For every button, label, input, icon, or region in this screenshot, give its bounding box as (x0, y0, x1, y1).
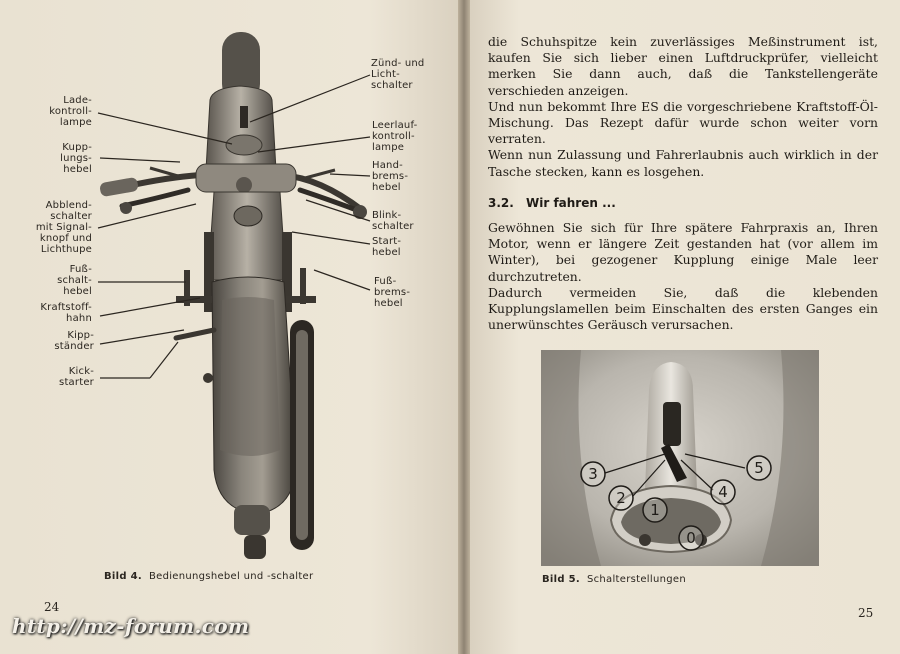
photo-number: 3 (588, 465, 598, 483)
label-zuend-und-lichtschalter: Zünd- und Licht- schalter (371, 58, 425, 91)
figure-caption-bild-5 (542, 574, 686, 585)
paragraph: Dadurch vermeiden Sie, daß die klebenden Kupplungslamellen beim Einschalten des ersten Ganges ein unerwünschtes Geräusch verursachen. (488, 284, 878, 333)
section-title: Wir fahren ... (526, 196, 616, 210)
label-leerlaufkontrolllampe: Leerlauf- kontroll- lampe (372, 120, 418, 153)
switch-positions-photo (541, 350, 819, 566)
label-handbremshebel: Hand- brems- hebel (372, 160, 409, 193)
label-kupplungshebel: Kupp- lungs- hebel (60, 142, 92, 175)
section-number: 3.2. (488, 196, 514, 210)
paragraph: Gewöhnen Sie sich für Ihre spätere Fahrpraxis an, Ihren Motor, wenn er längere Zeit gestanden hat (vor allem im Winter), bei gezogener Kupplung einige Male leer durchzutreten. (488, 220, 878, 284)
page-number-left: 24 (44, 600, 60, 614)
caption-text: Schalterstellungen (586, 574, 686, 585)
label-abblendschalter: Abblend- schalter mit Signal- knopf und Lichthupe (35, 200, 92, 255)
photo-number: 5 (754, 459, 764, 477)
figure-caption-bild-4 (104, 571, 313, 582)
paragraph: Und nun bekommt Ihre ES die vorgeschriebene Kraftstoff-Öl-Mischung. Das Rezept dafür wurde schon weiter vorn verraten. (488, 98, 878, 147)
label-starthebel: Start- hebel (372, 236, 402, 258)
paragraph: die Schuhspitze kein zuverlässiges Meßinstrument ist, kaufen Sie sich lieber einen Luftdruckprüfer, vielleicht merken Sie dann auch, daß die Tankstellengeräte verschieden anzeigen. (488, 34, 878, 98)
forum-watermark: http://mz-forum.com (12, 614, 250, 638)
label-kickstarter: Kick- starter (59, 366, 94, 388)
label-fussschalthebel: Fuß- schalt- hebel (57, 264, 92, 297)
photo-number: 1 (650, 501, 660, 519)
label-fussbremshebel: Fuß- brems- hebel (374, 276, 411, 309)
caption-label: Bild 5. (542, 574, 580, 585)
caption-text: Bedienungshebel und -schalter (148, 571, 314, 582)
photo-number: 0 (686, 529, 696, 547)
label-ladekontrolllampe: Lade- kontroll- lampe (49, 95, 92, 128)
page-number-right: 25 (858, 606, 874, 620)
section-heading (488, 196, 616, 210)
section-paragraphs (488, 220, 878, 333)
label-kippstaender: Kipp- ständer (54, 330, 94, 352)
caption-label: Bild 4. (104, 571, 142, 582)
label-blinkschalter: Blink- schalter (372, 210, 414, 232)
intro-paragraphs (488, 34, 878, 180)
photo-number: 4 (718, 483, 728, 501)
label-kraftstoffhahn: Kraftstoff- hahn (40, 302, 92, 324)
photo-number: 2 (616, 489, 626, 507)
paragraph: Wenn nun Zulassung und Fahrerlaubnis auch wirklich in der Tasche stecken, kann es losgehen. (488, 147, 878, 179)
